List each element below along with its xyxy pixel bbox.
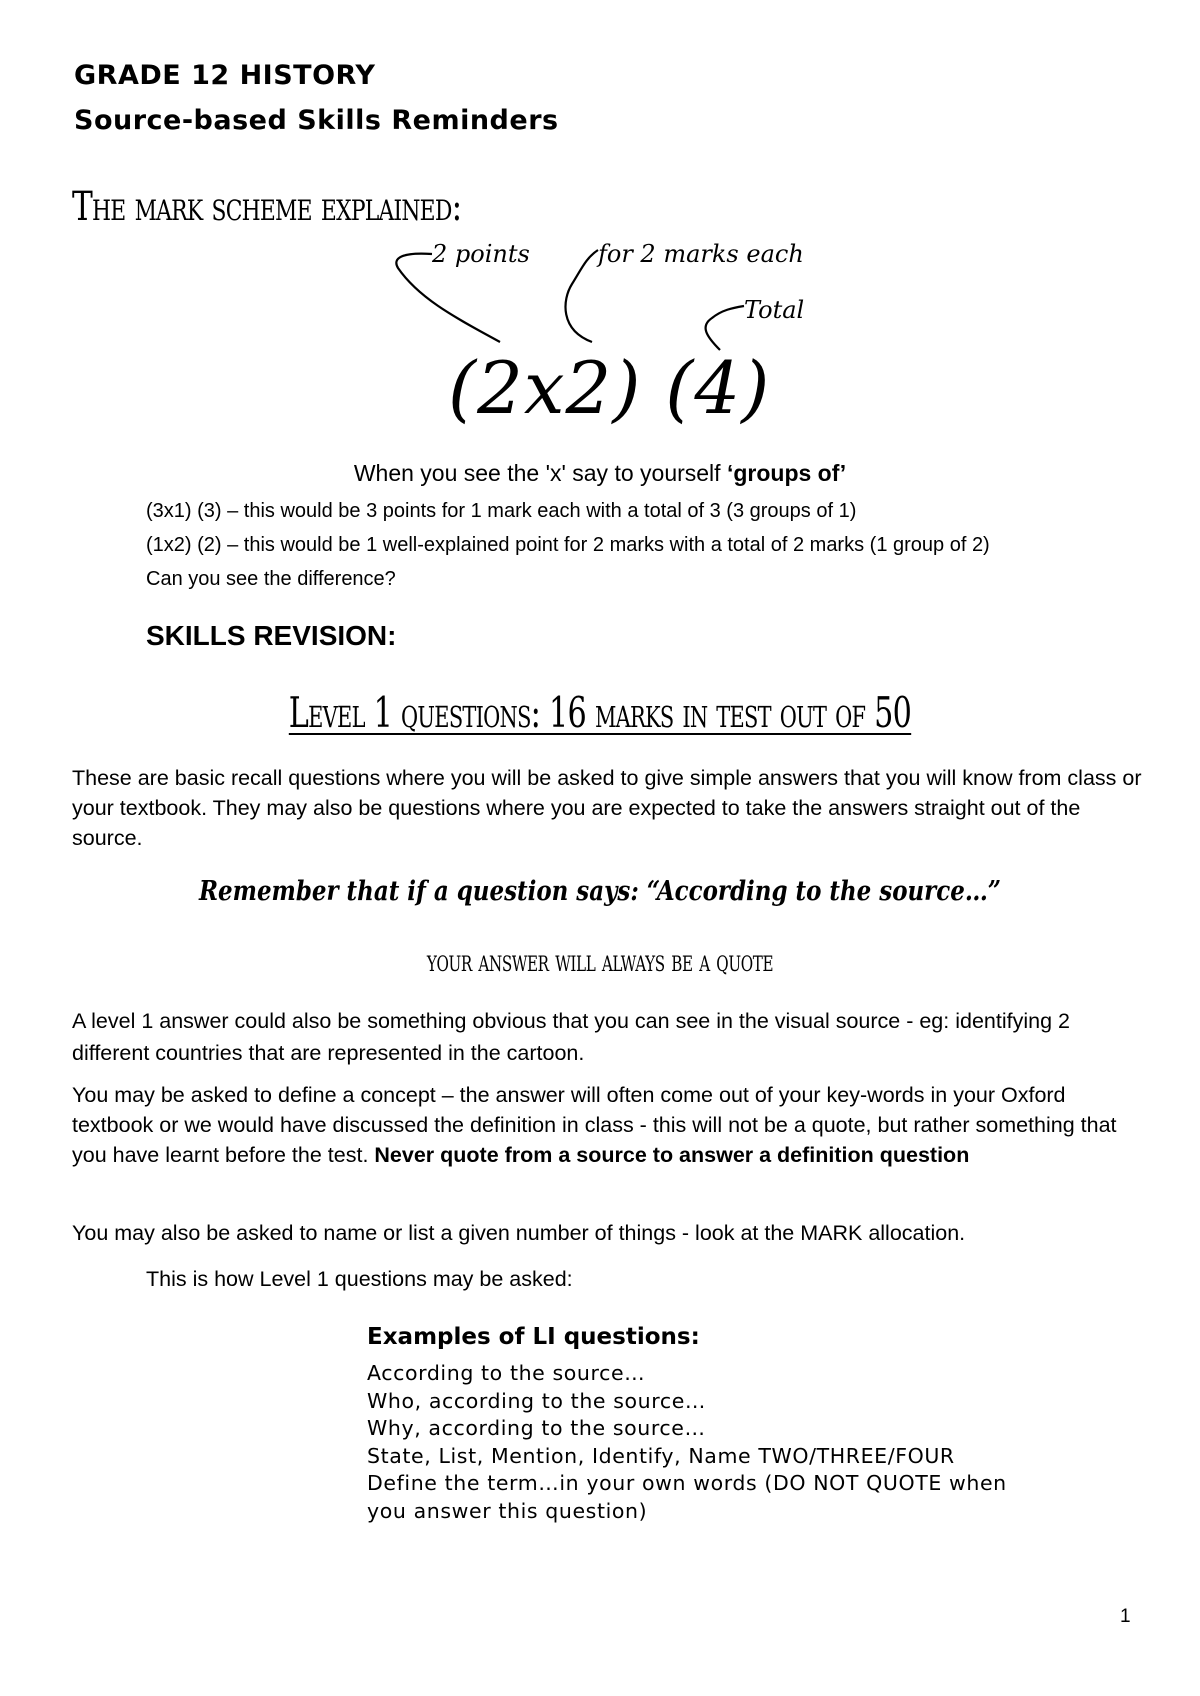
- list-paragraph: You may also be asked to name or list a given number of things - look at the MARK allocation.: [72, 1221, 966, 1245]
- how-asked-intro: This is how Level 1 questions may be asked:: [146, 1267, 573, 1291]
- difference-question: Can you see the difference?: [146, 568, 396, 590]
- page-number: 1: [1120, 1606, 1131, 1627]
- annotation-marks: for 2 marks each: [598, 240, 804, 268]
- example-item: Why, according to the source…: [367, 1416, 706, 1440]
- example-item: Define the term…in your own words (DO NOT QUOTE when: [367, 1471, 1007, 1495]
- level1-heading: Level 1 questions: 16 marks in test out of 50: [288, 688, 912, 737]
- example-item: State, List, Mention, Identify, Name TWO/THREE/FOUR: [367, 1443, 955, 1468]
- annotation-points: 2 points: [432, 240, 530, 268]
- example-item: you answer this question): [367, 1498, 648, 1523]
- example-item: Who, according to the source…: [367, 1388, 707, 1413]
- arrow-total: [706, 306, 744, 350]
- mark-scheme-heading: The mark scheme explained:: [72, 184, 462, 230]
- examples-title: Examples of LI questions:: [367, 1324, 700, 1350]
- visual-source-paragraph: A level 1 answer could also be something obvious that you can see in the visual source - eg: identifying 2 different countries that are represented in the cartoon.: [72, 1009, 1070, 1065]
- mark-formula: (2x2) (4): [448, 346, 771, 430]
- example-item: According to the source…: [367, 1361, 646, 1385]
- explanation-emphasis: ‘groups of’: [726, 460, 847, 486]
- examples-list: [367, 1360, 1007, 1525]
- doc-subtitle: Source-based Skills Reminders: [74, 105, 559, 136]
- annotation-total: Total: [744, 296, 805, 324]
- skills-revision-heading: SKILLS REVISION:: [146, 620, 397, 651]
- example-1x2: (1x2) (2) – this would be 1 well-explained point for 2 marks with a total of 2 marks (1 group of 2): [146, 534, 990, 556]
- groups-of-explanation: [0, 460, 1200, 487]
- level1-intro-paragraph: These are basic recall questions where you will be asked to give simple answers that you will know from class or your textbook. They may also be questions where you are expected to take the answers straight out of the source.: [72, 766, 1142, 850]
- definition-warning: Never quote from a source to answer a definition question: [374, 1143, 970, 1167]
- explanation-text: When you see the 'x' say to yourself: [353, 460, 727, 486]
- doc-title: GRADE 12 HISTORY: [74, 60, 376, 91]
- definition-paragraph: [72, 1080, 1132, 1170]
- remember-line: Remember that if a question says: “According to the source…”: [198, 876, 1002, 907]
- definition-text: You may be asked to define a concept – the answer will often come out of your key-words in your Oxford textbook or we would have discussed the definition in class - this will not be a quote, but rather something that you have learnt before the test.: [72, 1083, 1117, 1167]
- example-3x1: (3x1) (3) – this would be 3 points for 1 mark each with a total of 3 (3 groups of 1): [146, 500, 857, 522]
- arrow-marks: [565, 250, 598, 342]
- quote-rule: your answer will always be a quote: [426, 944, 774, 979]
